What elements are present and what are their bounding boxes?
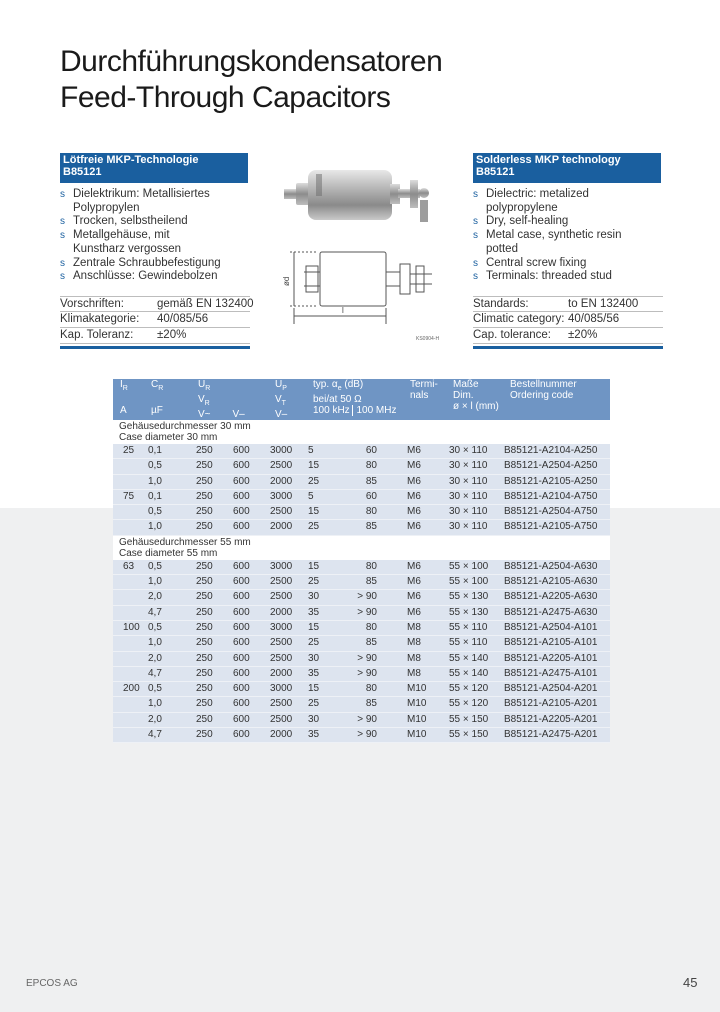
- cell-cr: 2,0: [144, 651, 191, 666]
- cell-a1: 15: [306, 459, 347, 474]
- drawing-reference: KS0904-H: [416, 336, 440, 342]
- cell-dim: 30 × 110: [446, 489, 503, 504]
- cell-up: 2500: [268, 651, 306, 666]
- cell-ur: 250: [191, 636, 229, 651]
- group-caption: [113, 535, 610, 560]
- group-caption-german: Gehäusedurchmesser 55 mm: [119, 536, 251, 548]
- table-row: [113, 459, 610, 474]
- cell-up: 2500: [268, 505, 306, 520]
- spec-row: Klimakategorie: 40/085/56: [60, 312, 250, 328]
- cell-cr: 0,5: [144, 682, 191, 697]
- spec-row: Cap. tolerance: ±20%: [473, 328, 663, 344]
- cell-code: B85121-A2205-A201: [503, 712, 610, 727]
- col-cr: $C_R$ µF: [144, 379, 191, 420]
- cell-code: B85121-A2475-A630: [503, 605, 610, 620]
- title-english: Feed-Through Capacitors: [60, 81, 391, 114]
- cell-a2: > 90: [347, 728, 403, 743]
- cell-a1: 35: [306, 728, 347, 743]
- cell-a1: 25: [306, 575, 347, 590]
- right-feature-list: [473, 188, 663, 284]
- cell-a2: > 90: [347, 651, 403, 666]
- cell-a2: > 90: [347, 605, 403, 620]
- cell-up: 3000: [268, 489, 306, 504]
- cell-ur: 250: [191, 666, 229, 681]
- cell-dim: 55 × 130: [446, 605, 503, 620]
- group-caption-german: Gehäusedurchmesser 30 mm: [119, 421, 251, 432]
- cell-code: B85121-A2504-A630: [503, 560, 610, 575]
- cell-ir: [113, 590, 144, 605]
- right-section-header: [473, 153, 661, 183]
- cell-ur: 250: [191, 620, 229, 635]
- page-title: [60, 44, 442, 116]
- cell-code: B85121-A2105-A630: [503, 575, 610, 590]
- cell-code: B85121-A2504-A201: [503, 682, 610, 697]
- cell-v2: 600: [229, 666, 268, 681]
- cell-a2: 80: [347, 505, 403, 520]
- cell-ir: 75: [113, 489, 144, 504]
- cell-term: M6: [403, 605, 446, 620]
- cell-up: 3000: [268, 560, 306, 575]
- cell-a1: 30: [306, 651, 347, 666]
- cell-ir: [113, 651, 144, 666]
- cell-up: 2500: [268, 590, 306, 605]
- cell-ur: 250: [191, 651, 229, 666]
- cell-v2: 600: [229, 605, 268, 620]
- cell-cr: 4,7: [144, 666, 191, 681]
- page-number: 45: [683, 975, 698, 990]
- cell-v2: 600: [229, 636, 268, 651]
- cell-a2: > 90: [347, 666, 403, 681]
- feature-item: s Dielektrikum: Metallisiertes Polypropylen: [60, 188, 250, 215]
- spec-row: Climatic category: 40/085/56: [473, 312, 663, 328]
- cell-cr: 0,5: [144, 505, 191, 520]
- cell-dim: 30 × 110: [446, 520, 503, 535]
- table-row: [113, 575, 610, 590]
- cell-ir: [113, 459, 144, 474]
- cell-a2: 80: [347, 560, 403, 575]
- length-label: l: [342, 306, 344, 315]
- cell-v2: 600: [229, 697, 268, 712]
- cell-a2: 85: [347, 636, 403, 651]
- cell-cr: 0,1: [144, 444, 191, 459]
- cell-v2: 600: [229, 575, 268, 590]
- spec-row: Kap. Toleranz: ±20%: [60, 328, 250, 344]
- cell-v2: 600: [229, 712, 268, 727]
- cell-code: B85121-A2105-A250: [503, 474, 610, 489]
- cell-a1: 25: [306, 697, 347, 712]
- cell-code: B85121-A2105-A101: [503, 636, 610, 651]
- cell-up: 2000: [268, 666, 306, 681]
- cell-a1: 15: [306, 505, 347, 520]
- cell-v2: 600: [229, 444, 268, 459]
- table-row: [113, 682, 610, 697]
- feature-item: s Metal case, synthetic resin potted: [473, 229, 663, 256]
- cell-term: M8: [403, 636, 446, 651]
- table-row: [113, 489, 610, 504]
- cell-a2: 85: [347, 474, 403, 489]
- spec-row: Vorschriften: gemäß EN 132400: [60, 298, 254, 310]
- cell-a1: 15: [306, 620, 347, 635]
- cell-cr: 4,7: [144, 728, 191, 743]
- col-attenuation: typ. $\alpha_e$ (dB) bei/at 50 Ω 100 kHz 100 MHz: [306, 379, 403, 420]
- cell-ir: [113, 728, 144, 743]
- cell-term: M8: [403, 620, 446, 635]
- cell-ir: [113, 575, 144, 590]
- cell-code: B85121-A2105-A201: [503, 697, 610, 712]
- right-header-series: B85121: [476, 166, 515, 178]
- cell-code: B85121-A2105-A750: [503, 520, 610, 535]
- cell-term: M6: [403, 560, 446, 575]
- cell-cr: 1,0: [144, 636, 191, 651]
- col-ordering-code: Bestellnummer Ordering code: [503, 379, 610, 420]
- cell-cr: 2,0: [144, 590, 191, 605]
- cell-term: M6: [403, 474, 446, 489]
- cell-dim: 55 × 110: [446, 620, 503, 635]
- cell-v2: 600: [229, 682, 268, 697]
- cell-ur: 250: [191, 682, 229, 697]
- table-row: [113, 590, 610, 605]
- cell-v2: 600: [229, 474, 268, 489]
- cell-term: M6: [403, 505, 446, 520]
- cell-a2: 85: [347, 520, 403, 535]
- cell-term: M10: [403, 728, 446, 743]
- cell-dim: 30 × 110: [446, 459, 503, 474]
- cell-term: M10: [403, 697, 446, 712]
- feature-item: s Terminals: threaded stud: [473, 270, 663, 284]
- cell-ir: [113, 474, 144, 489]
- cell-up: 2000: [268, 728, 306, 743]
- cell-a1: 25: [306, 636, 347, 651]
- cell-a1: 25: [306, 474, 347, 489]
- cell-cr: 2,0: [144, 712, 191, 727]
- feature-item: s Dielectric: metalized polypropylene: [473, 188, 663, 215]
- feature-item: s Central screw fixing: [473, 257, 663, 271]
- spec-row: Standards: to EN 132400: [473, 296, 663, 312]
- feature-item: s Metallgehäuse, mit Kunstharz vergossen: [60, 229, 250, 256]
- table-row: [113, 444, 610, 459]
- left-spec-divider: [60, 346, 250, 349]
- cell-ir: [113, 712, 144, 727]
- cell-a1: 30: [306, 590, 347, 605]
- left-feature-list: [60, 188, 250, 284]
- cell-ur: 250: [191, 505, 229, 520]
- cell-v2: 600: [229, 620, 268, 635]
- cell-ur: 250: [191, 520, 229, 535]
- cell-code: B85121-A2475-A201: [503, 728, 610, 743]
- cell-term: M6: [403, 489, 446, 504]
- cell-dim: 30 × 110: [446, 444, 503, 459]
- cell-ur: 250: [191, 459, 229, 474]
- cell-ir: [113, 505, 144, 520]
- cell-cr: 1,0: [144, 474, 191, 489]
- diameter-label: ød: [282, 276, 291, 286]
- cell-cr: 0,1: [144, 489, 191, 504]
- cell-dim: 55 × 100: [446, 575, 503, 590]
- cell-ur: 250: [191, 590, 229, 605]
- cell-ur: 250: [191, 712, 229, 727]
- cell-a2: 85: [347, 575, 403, 590]
- cell-ir: [113, 697, 144, 712]
- cell-v2: 600: [229, 505, 268, 520]
- cell-v2: 600: [229, 459, 268, 474]
- table-body: [113, 420, 610, 743]
- col-terminals: Termi- nals: [403, 379, 446, 420]
- table-row: [113, 605, 610, 620]
- cell-dim: 30 × 110: [446, 505, 503, 520]
- cell-up: 2500: [268, 712, 306, 727]
- right-header-title: Solderless MKP technology: [476, 154, 621, 166]
- table-header-row: [113, 379, 610, 420]
- cell-ur: 250: [191, 697, 229, 712]
- cell-ur: 250: [191, 728, 229, 743]
- cell-code: B85121-A2504-A750: [503, 505, 610, 520]
- cell-term: M6: [403, 459, 446, 474]
- title-german: Durchführungskondensatoren: [60, 45, 443, 78]
- cell-a1: 15: [306, 560, 347, 575]
- cell-dim: 55 × 120: [446, 697, 503, 712]
- cell-dim: 55 × 110: [446, 636, 503, 651]
- cell-ur: 250: [191, 560, 229, 575]
- cell-ir: 63: [113, 560, 144, 575]
- cell-code: B85121-A2475-A101: [503, 666, 610, 681]
- group-caption-english: Case diameter 55 mm: [119, 547, 218, 559]
- cell-a2: 60: [347, 444, 403, 459]
- cell-a1: 35: [306, 605, 347, 620]
- table-row: [113, 651, 610, 666]
- cell-a1: 5: [306, 444, 347, 459]
- cell-cr: 0,5: [144, 620, 191, 635]
- cell-up: 3000: [268, 620, 306, 635]
- cell-dim: 55 × 140: [446, 666, 503, 681]
- table-row: [113, 697, 610, 712]
- cell-code: B85121-A2104-A250: [503, 444, 610, 459]
- group-caption-english: Case diameter 30 mm: [119, 432, 218, 443]
- cell-dim: 55 × 130: [446, 590, 503, 605]
- cell-a2: 80: [347, 620, 403, 635]
- cell-up: 2500: [268, 575, 306, 590]
- cell-dim: 55 × 120: [446, 682, 503, 697]
- cell-up: 2000: [268, 520, 306, 535]
- cell-ir: 25: [113, 444, 144, 459]
- cell-a1: 5: [306, 489, 347, 504]
- cell-dim: 55 × 150: [446, 728, 503, 743]
- cell-dim: 55 × 150: [446, 712, 503, 727]
- cell-ur: 250: [191, 575, 229, 590]
- footer-company: EPCOS AG: [26, 978, 78, 989]
- cell-up: 2500: [268, 459, 306, 474]
- cell-cr: 4,7: [144, 605, 191, 620]
- cell-a1: 15: [306, 682, 347, 697]
- cell-code: B85121-A2205-A101: [503, 651, 610, 666]
- cell-ir: 100: [113, 620, 144, 635]
- cell-up: 2500: [268, 697, 306, 712]
- cell-a2: > 90: [347, 590, 403, 605]
- cell-a2: 60: [347, 489, 403, 504]
- group-caption: [113, 420, 610, 444]
- cell-a1: 25: [306, 520, 347, 535]
- left-section-header: [60, 153, 248, 183]
- table-row: [113, 520, 610, 535]
- cell-dim: 30 × 110: [446, 474, 503, 489]
- cell-a2: 80: [347, 459, 403, 474]
- left-spec-list: [60, 296, 254, 344]
- cell-cr: 1,0: [144, 520, 191, 535]
- cell-v2: 600: [229, 590, 268, 605]
- left-header-title: Lötfreie MKP-Technologie: [63, 154, 199, 166]
- cell-term: M10: [403, 712, 446, 727]
- cell-a1: 30: [306, 712, 347, 727]
- cell-v2: 600: [229, 560, 268, 575]
- feature-item: s Zentrale Schraubbefestigung: [60, 257, 250, 271]
- cell-cr: 1,0: [144, 697, 191, 712]
- table-row: [113, 636, 610, 651]
- cell-cr: 0,5: [144, 459, 191, 474]
- cell-ur: 250: [191, 489, 229, 504]
- cell-code: B85121-A2205-A630: [503, 590, 610, 605]
- cell-dim: 55 × 140: [446, 651, 503, 666]
- cell-a1: 35: [306, 666, 347, 681]
- cell-v2: 600: [229, 651, 268, 666]
- cell-a2: > 90: [347, 712, 403, 727]
- cell-term: M8: [403, 666, 446, 681]
- table-row: [113, 712, 610, 727]
- cell-term: M10: [403, 682, 446, 697]
- group-header-row: [113, 535, 610, 560]
- cell-v2: 600: [229, 520, 268, 535]
- cell-cr: 1,0: [144, 575, 191, 590]
- table-row: [113, 474, 610, 489]
- cell-a2: 85: [347, 697, 403, 712]
- cell-ir: [113, 666, 144, 681]
- cell-term: M6: [403, 520, 446, 535]
- table-row: [113, 620, 610, 635]
- col-up: $U_P$ $V_T$ V–: [268, 379, 306, 420]
- cell-ir: [113, 520, 144, 535]
- cell-dim: 55 × 100: [446, 560, 503, 575]
- capacitor-table: [113, 379, 610, 743]
- cell-cr: 0,5: [144, 560, 191, 575]
- cell-term: M6: [403, 575, 446, 590]
- col-ur: $U_R$ $V_R$ V~ V–: [191, 379, 268, 420]
- cell-term: M6: [403, 444, 446, 459]
- cell-v2: 600: [229, 728, 268, 743]
- cell-code: B85121-A2504-A101: [503, 620, 610, 635]
- cell-code: B85121-A2104-A750: [503, 489, 610, 504]
- cell-ir: 200: [113, 682, 144, 697]
- cell-a2: 80: [347, 682, 403, 697]
- feature-item: s Dry, self-healing: [473, 215, 663, 229]
- feature-item: s Anschlüsse: Gewindebolzen: [60, 270, 250, 284]
- cell-up: 3000: [268, 682, 306, 697]
- dimension-drawing: [282, 238, 452, 348]
- feature-item: s Trocken, selbstheilend: [60, 215, 250, 229]
- table-row: [113, 728, 610, 743]
- right-spec-list: [473, 296, 663, 344]
- cell-up: 2500: [268, 636, 306, 651]
- cell-ir: [113, 605, 144, 620]
- cell-up: 2000: [268, 474, 306, 489]
- col-ir: $I_R$ A: [113, 379, 144, 420]
- cell-ur: 250: [191, 444, 229, 459]
- cell-v2: 600: [229, 489, 268, 504]
- group-header-row: [113, 420, 610, 444]
- cell-term: M8: [403, 651, 446, 666]
- cell-code: B85121-A2504-A250: [503, 459, 610, 474]
- table-row: [113, 505, 610, 520]
- capacitor-photo: [272, 156, 452, 238]
- cell-ir: [113, 636, 144, 651]
- table-row: [113, 666, 610, 681]
- cell-up: 2000: [268, 605, 306, 620]
- left-header-series: B85121: [63, 166, 102, 178]
- cell-ur: 250: [191, 605, 229, 620]
- cell-ur: 250: [191, 474, 229, 489]
- col-dimensions: Maße Dim. ø × l (mm): [446, 379, 503, 420]
- cell-up: 3000: [268, 444, 306, 459]
- table-row: [113, 560, 610, 575]
- right-spec-divider: [473, 346, 663, 349]
- cell-term: M6: [403, 590, 446, 605]
